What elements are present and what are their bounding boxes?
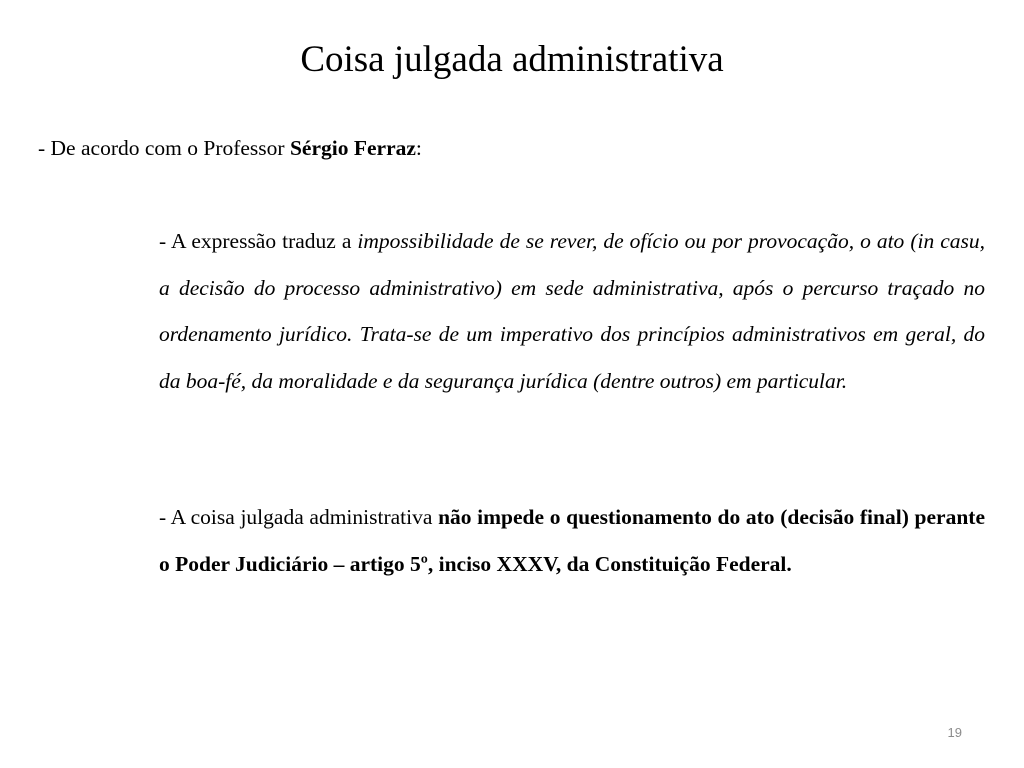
intro-suffix: : (415, 136, 422, 160)
paragraph-judicial-review-emphasis: não impede o questionamento do ato (decisão final) perante o Poder Judiciário – artigo 5º, inciso XXXV, da Constituição Federal. (159, 505, 985, 576)
slide-number: 19 (947, 725, 962, 740)
paragraph-judicial-review (159, 494, 985, 587)
intro-prefix: - De acordo com o Professor (38, 136, 290, 160)
paragraph-definition-lead: - A expressão traduz a (159, 229, 358, 253)
intro-line (38, 133, 422, 163)
author-name: Sérgio Ferraz (289, 136, 416, 160)
paragraph-definition-quote: impossibilidade de se rever, de ofício ou por provocação, o ato (in casu, a decisão do processo administrativo) em sede administrativa, após o percurso traçado no ordenamento jurídico. Trata-se de um imperativo dos princípios administrativos em geral, do da boa-fé, da moralidade e da segurança jurídica (dentre outros) em particular. (159, 229, 985, 393)
slide-title: Coisa julgada administrativa (300, 39, 724, 80)
paragraph-definition (159, 218, 985, 404)
paragraph-judicial-review-lead: - A coisa julgada administrativa (159, 505, 439, 529)
